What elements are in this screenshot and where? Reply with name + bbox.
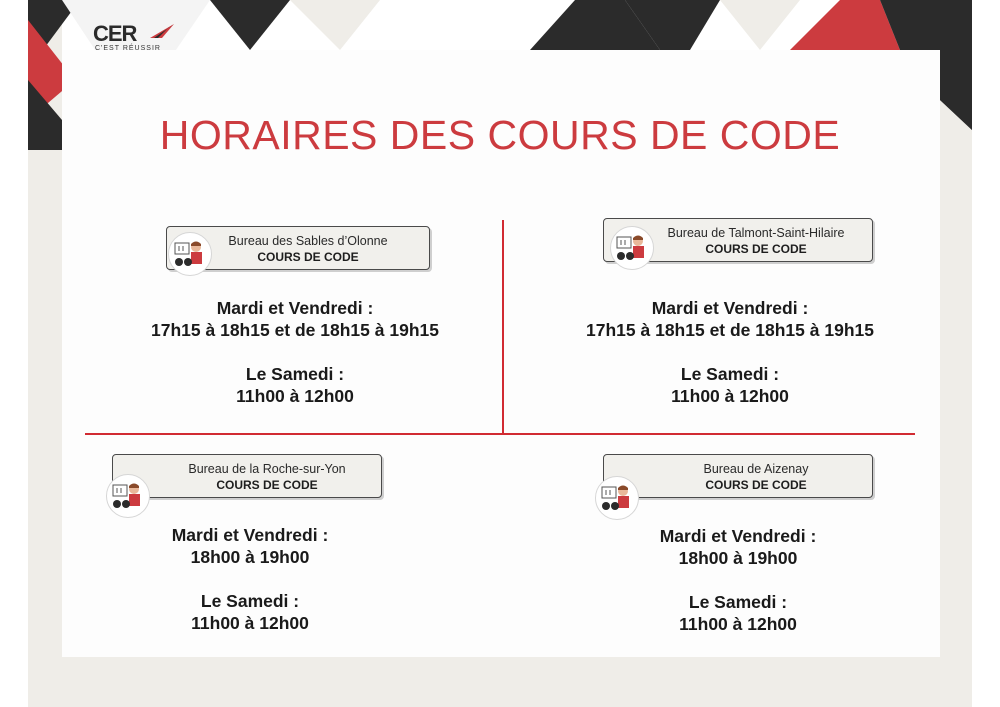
weekday-hours: 17h15 à 18h15 et de 18h15 à 19h15 (151, 320, 439, 340)
saturday-heading: Le Samedi : (245, 364, 345, 384)
office-name: Bureau des Sables d’Olonne (228, 234, 388, 248)
instructor-avatar-icon (610, 226, 654, 270)
office-name: Bureau de la Roche-sur-Yon (188, 462, 346, 476)
saturday-heading: Le Samedi : (688, 592, 788, 612)
office-label: COURS DE CODE (705, 242, 807, 256)
weekday-hours: 18h00 à 19h00 (190, 547, 310, 567)
instructor-avatar-icon (168, 232, 212, 276)
office-name: Bureau de Talmont-Saint-Hilaire (667, 226, 845, 240)
saturday-hours: 11h00 à 12h00 (671, 386, 789, 406)
weekday-heading: Mardi et Vendredi : (216, 298, 374, 318)
saturday-heading: Le Samedi : (680, 364, 780, 384)
office-badge (603, 454, 873, 498)
weekday-heading: Mardi et Vendredi : (659, 526, 817, 546)
logo-tagline: C'EST RÉUSSIR (95, 45, 161, 52)
instructor-avatar-icon (595, 476, 639, 520)
office-badge (112, 454, 382, 498)
horizontal-divider (85, 433, 915, 435)
weekday-hours: 17h15 à 18h15 et de 18h15 à 19h15 (586, 320, 874, 340)
office-label: COURS DE CODE (257, 250, 359, 264)
vertical-divider (502, 220, 504, 434)
logo-swoosh-icon (148, 22, 176, 40)
office-label: COURS DE CODE (705, 478, 807, 492)
saturday-hours: 11h00 à 12h00 (236, 386, 354, 406)
office-label: COURS DE CODE (216, 478, 318, 492)
saturday-hours: 11h00 à 12h00 (191, 613, 309, 633)
office-name: Bureau de Aizenay (703, 462, 809, 476)
saturday-hours: 11h00 à 12h00 (679, 614, 797, 634)
schedule-block (588, 525, 888, 635)
saturday-heading: Le Samedi : (200, 591, 300, 611)
logo: CER (93, 21, 137, 46)
schedule-block (540, 297, 920, 407)
schedule-block (100, 524, 400, 634)
schedule-block (110, 297, 480, 407)
page-title: HORAIRES DES COURS DE CODE (159, 112, 841, 158)
weekday-heading: Mardi et Vendredi : (651, 298, 809, 318)
instructor-avatar-icon (106, 474, 150, 518)
weekday-hours: 18h00 à 19h00 (678, 548, 798, 568)
weekday-heading: Mardi et Vendredi : (171, 525, 329, 545)
